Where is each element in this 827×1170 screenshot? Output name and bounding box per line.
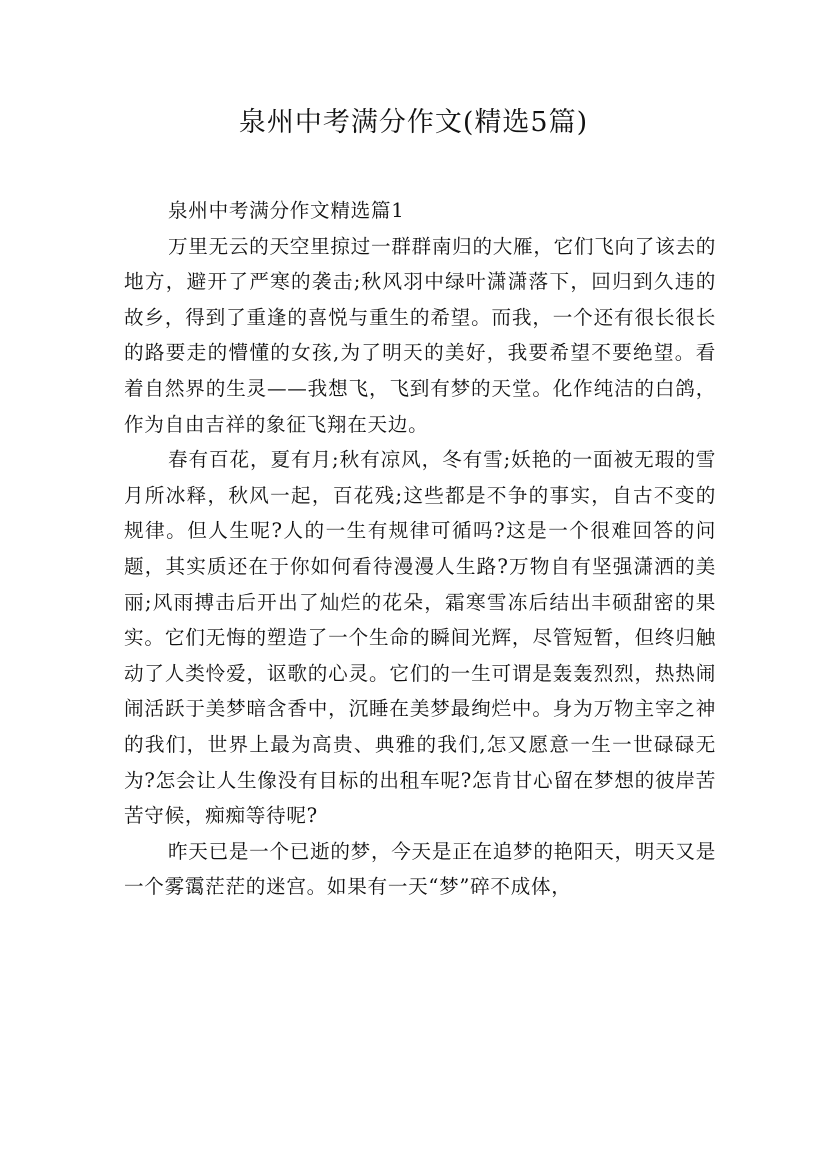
section-heading: 泉州中考满分作文精选篇1 — [168, 199, 405, 222]
paragraph-2: 春有百花，夏有月;秋有凉风，冬有雪;妖艳的一面被无瑕的雪月所冰释，秋风一起，百花残;这些都是不争的事实，自古不变的规律。但人生呢?人的一生有规律可循吗?这是一个很难回答的问题，其实质还在于你如何看待漫漫人生路?万物自有坚强潇洒的美丽;风雨搏击后开出了灿烂的花朵，霜寒雪冻后结出丰硕甜密的果实。它们无悔的塑造了一个生命的瞬间光辉，尽管短暂，但终归触动了人类怜爱，讴歌的心灵。它们的一生可谓是轰轰烈烈，热热闹闹活跃于美梦暗含香中，沉睡在美梦最绚烂中。身为万物主宰之神的我们，世界上最为高贵、典雅的我们,怎又愿意一生一世碌碌无为?怎会让人生像没有目标的出租车呢?怎肯甘心留在梦想的彼岸苦苦守候，痴痴等待呢? — [124, 448, 716, 828]
document-body — [124, 193, 716, 905]
document-title: 泉州中考满分作文(精选5篇) — [238, 107, 589, 138]
paragraph-1: 万里无云的天空里掠过一群群南归的大雁，它们飞向了该去的地方，避开了严寒的袭击;秋风羽中绿叶潇潇落下，回归到久违的故乡，得到了重逢的喜悦与重生的希望。而我，一个还有很长很长的路要走的懵懂的女孩,为了明天的美好，我要希望不要绝望。看着自然界的生灵——我想飞，飞到有梦的天堂。化作纯洁的白鸽，作为自由吉祥的象征飞翔在天边。 — [124, 234, 716, 436]
paragraph-3: 昨天已是一个已逝的梦，今天是正在追梦的艳阳天，明天又是一个雾霭茫茫的迷宫。如果有一天“梦”碎不成体， — [124, 839, 716, 899]
